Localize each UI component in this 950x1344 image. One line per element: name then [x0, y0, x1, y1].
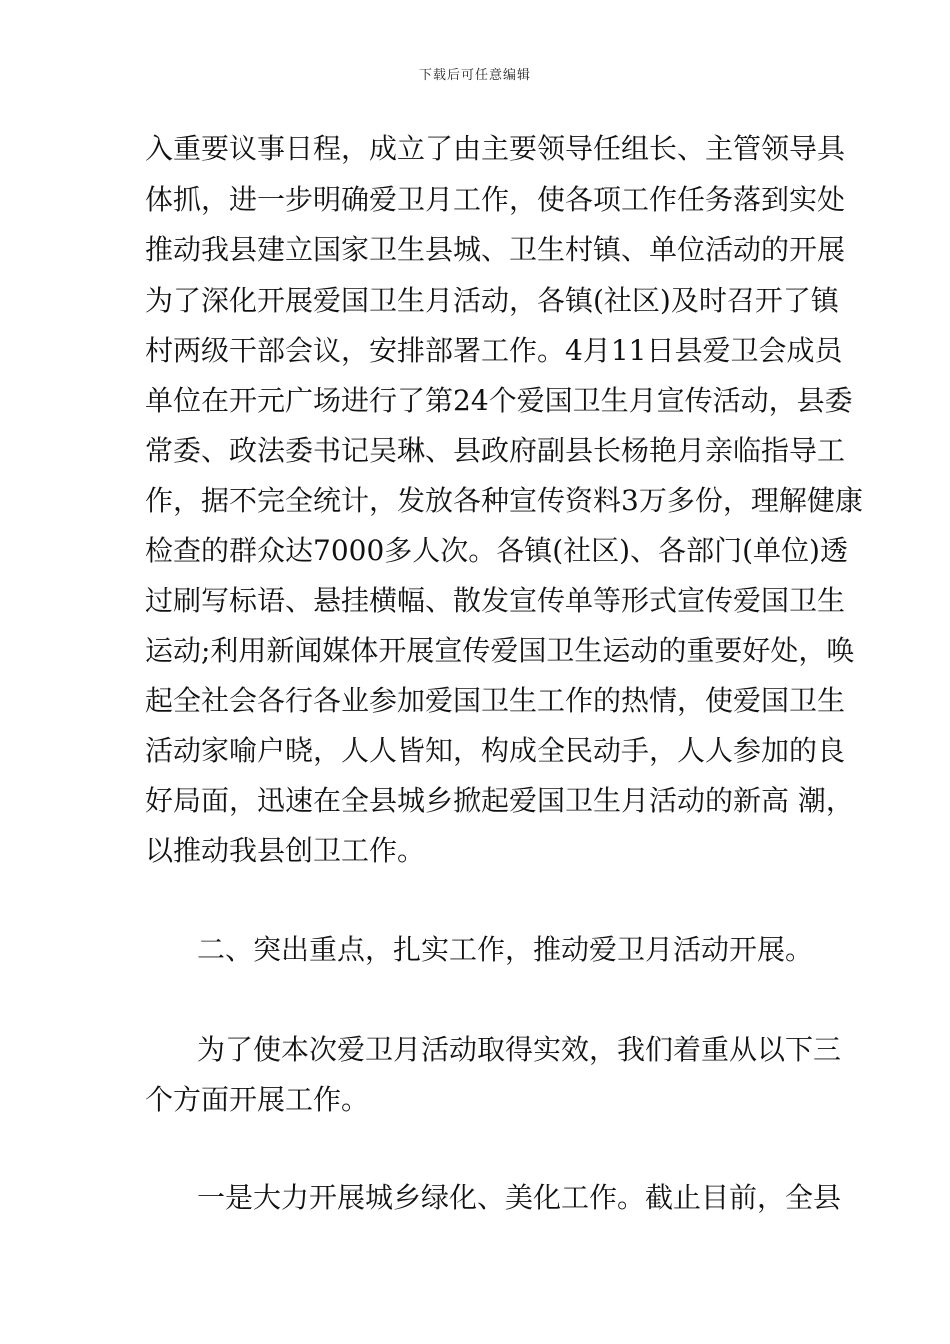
text-line: 一是大力开展城乡绿化、美化工作。截止目前，全县	[197, 1181, 842, 1214]
text-line: 常委、政法委书记吴琳、县政府副县长杨艳月亲临指导工	[145, 434, 846, 467]
text-line: 过刷写标语、悬挂横幅、散发宣传单等形式宣传爱国卫生	[145, 584, 846, 617]
text-line: 以推动我县创卫工作。	[145, 834, 426, 867]
text-line: 单位在开元广场进行了第24个爱国卫生月宣传活动，县委	[145, 384, 853, 417]
text-line: 村两级干部会议，安排部署工作。4月11日县爱卫会成员	[145, 334, 843, 367]
text-line: 二、突出重点，扎实工作，推动爱卫月活动开展。	[197, 933, 814, 966]
text-line: 起全社会各行各业参加爱国卫生工作的热情，使爱国卫生	[145, 684, 846, 717]
text-line: 好局面，迅速在全县城乡掀起爱国卫生月活动的新高 潮，	[145, 784, 854, 817]
text-line: 入重要议事日程，成立了由主要领导任组长、主管领导具	[145, 132, 846, 165]
text-line: 推动我县建立国家卫生县城、卫生村镇、单位活动的开展	[145, 233, 846, 266]
text-line: 体抓，进一步明确爱卫月工作，使各项工作任务落到实处	[145, 183, 846, 216]
text-line: 为了深化开展爱国卫生月活动，各镇(社区)及时召开了镇	[145, 284, 839, 317]
text-line: 检查的群众达7000多人次。各镇(社区)、各部门(单位)透	[145, 534, 848, 567]
text-line: 运动;利用新闻媒体开展宣传爱国卫生运动的重要好处，唤	[145, 634, 855, 667]
text-line: 活动家喻户晓，人人皆知，构成全民动手，人人参加的良	[145, 734, 846, 767]
page-header: 下载后可任意编辑	[418, 68, 531, 83]
text-line: 为了使本次爱卫月活动取得实效，我们着重从以下三	[197, 1033, 842, 1066]
text-line: 个方面开展工作。	[145, 1083, 370, 1116]
text-line: 作，据不完全统计，发放各种宣传资料3万多份，理解健康	[145, 484, 863, 517]
